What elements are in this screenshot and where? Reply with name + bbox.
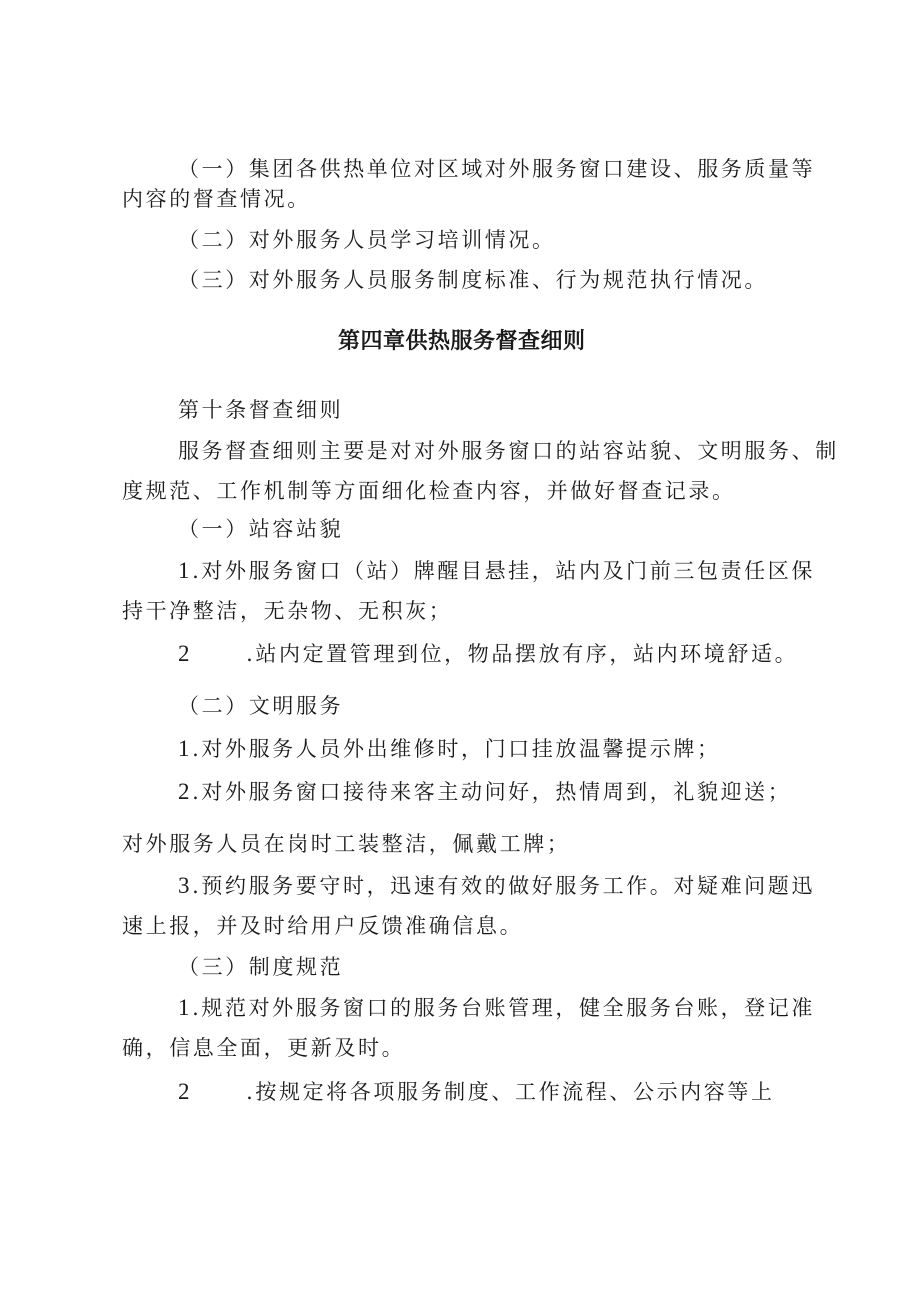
section3-item2: （二）对外服务人员学习培训情况。	[178, 228, 556, 252]
paragraph-line	[178, 734, 721, 764]
section3-item1-line2: 内容的督查情况。	[122, 187, 311, 211]
paragraph-text: .站内定置管理到位，物品摆放有序，站内环境舒适。	[246, 642, 799, 666]
paragraph-text: .规范对外服务窗口的服务台账管理，健全服务台账，登记准	[192, 996, 815, 1020]
article-heading: 第十条督查细则	[178, 398, 344, 422]
subsection-heading: （三）制度规范	[178, 955, 344, 979]
paragraph-line	[178, 993, 815, 1023]
paragraph-line	[178, 1077, 775, 1107]
paragraph-line	[178, 777, 791, 807]
paragraph-line: 确，信息全面，更新及时。	[122, 1036, 406, 1060]
subsection-heading: （一）站容站貌	[178, 517, 344, 541]
list-number: 3	[178, 873, 193, 898]
intro-line2: 度规范、工作机制等方面细化检查内容，并做好督查记录。	[122, 479, 736, 503]
paragraph-text: .对外服务窗口接待来客主动问好，热情周到，礼貌迎送；	[192, 780, 792, 804]
paragraph-line	[178, 871, 815, 901]
paragraph-text: .按规定将各项服务制度、工作流程、公示内容等上	[246, 1080, 775, 1104]
section3-item1-line1: （一）集团各供热单位对区域对外服务窗口建设、服务质量等	[178, 157, 816, 181]
paragraph-text: .对外服务窗口（站）牌醒目悬挂，站内及门前三包责任区保	[192, 559, 815, 583]
list-number: 2	[178, 1079, 193, 1104]
paragraph-text: .预约服务要守时，迅速有效的做好服务工作。对疑难问题迅	[192, 874, 815, 898]
chapter-title: 第四章供热服务督查细则	[338, 329, 586, 354]
list-number: 2	[178, 779, 193, 804]
list-number: 2	[178, 641, 193, 666]
paragraph-line: 持干净整洁，无杂物、无积灰；	[122, 599, 453, 623]
list-number: 1	[178, 995, 193, 1020]
list-number: 1	[178, 558, 193, 583]
paragraph-line	[178, 639, 798, 669]
subsection-heading: （二）文明服务	[178, 694, 344, 718]
paragraph-line	[178, 556, 815, 586]
paragraph-text: .对外服务人员外出维修时，门口挂放温馨提示牌；	[192, 737, 721, 761]
list-number: 1	[178, 736, 193, 761]
paragraph-line: 对外服务人员在岗时工装整洁，佩戴工牌；	[122, 832, 571, 856]
intro-line1: 服务督查细则主要是对对外服务窗口的站容站貌、文明服务、制	[178, 439, 839, 463]
paragraph-line: 速上报，并及时给用户反馈准确信息。	[122, 914, 524, 938]
section3-item3: （三）对外服务人员服务制度标准、行为规范执行情况。	[178, 268, 768, 292]
